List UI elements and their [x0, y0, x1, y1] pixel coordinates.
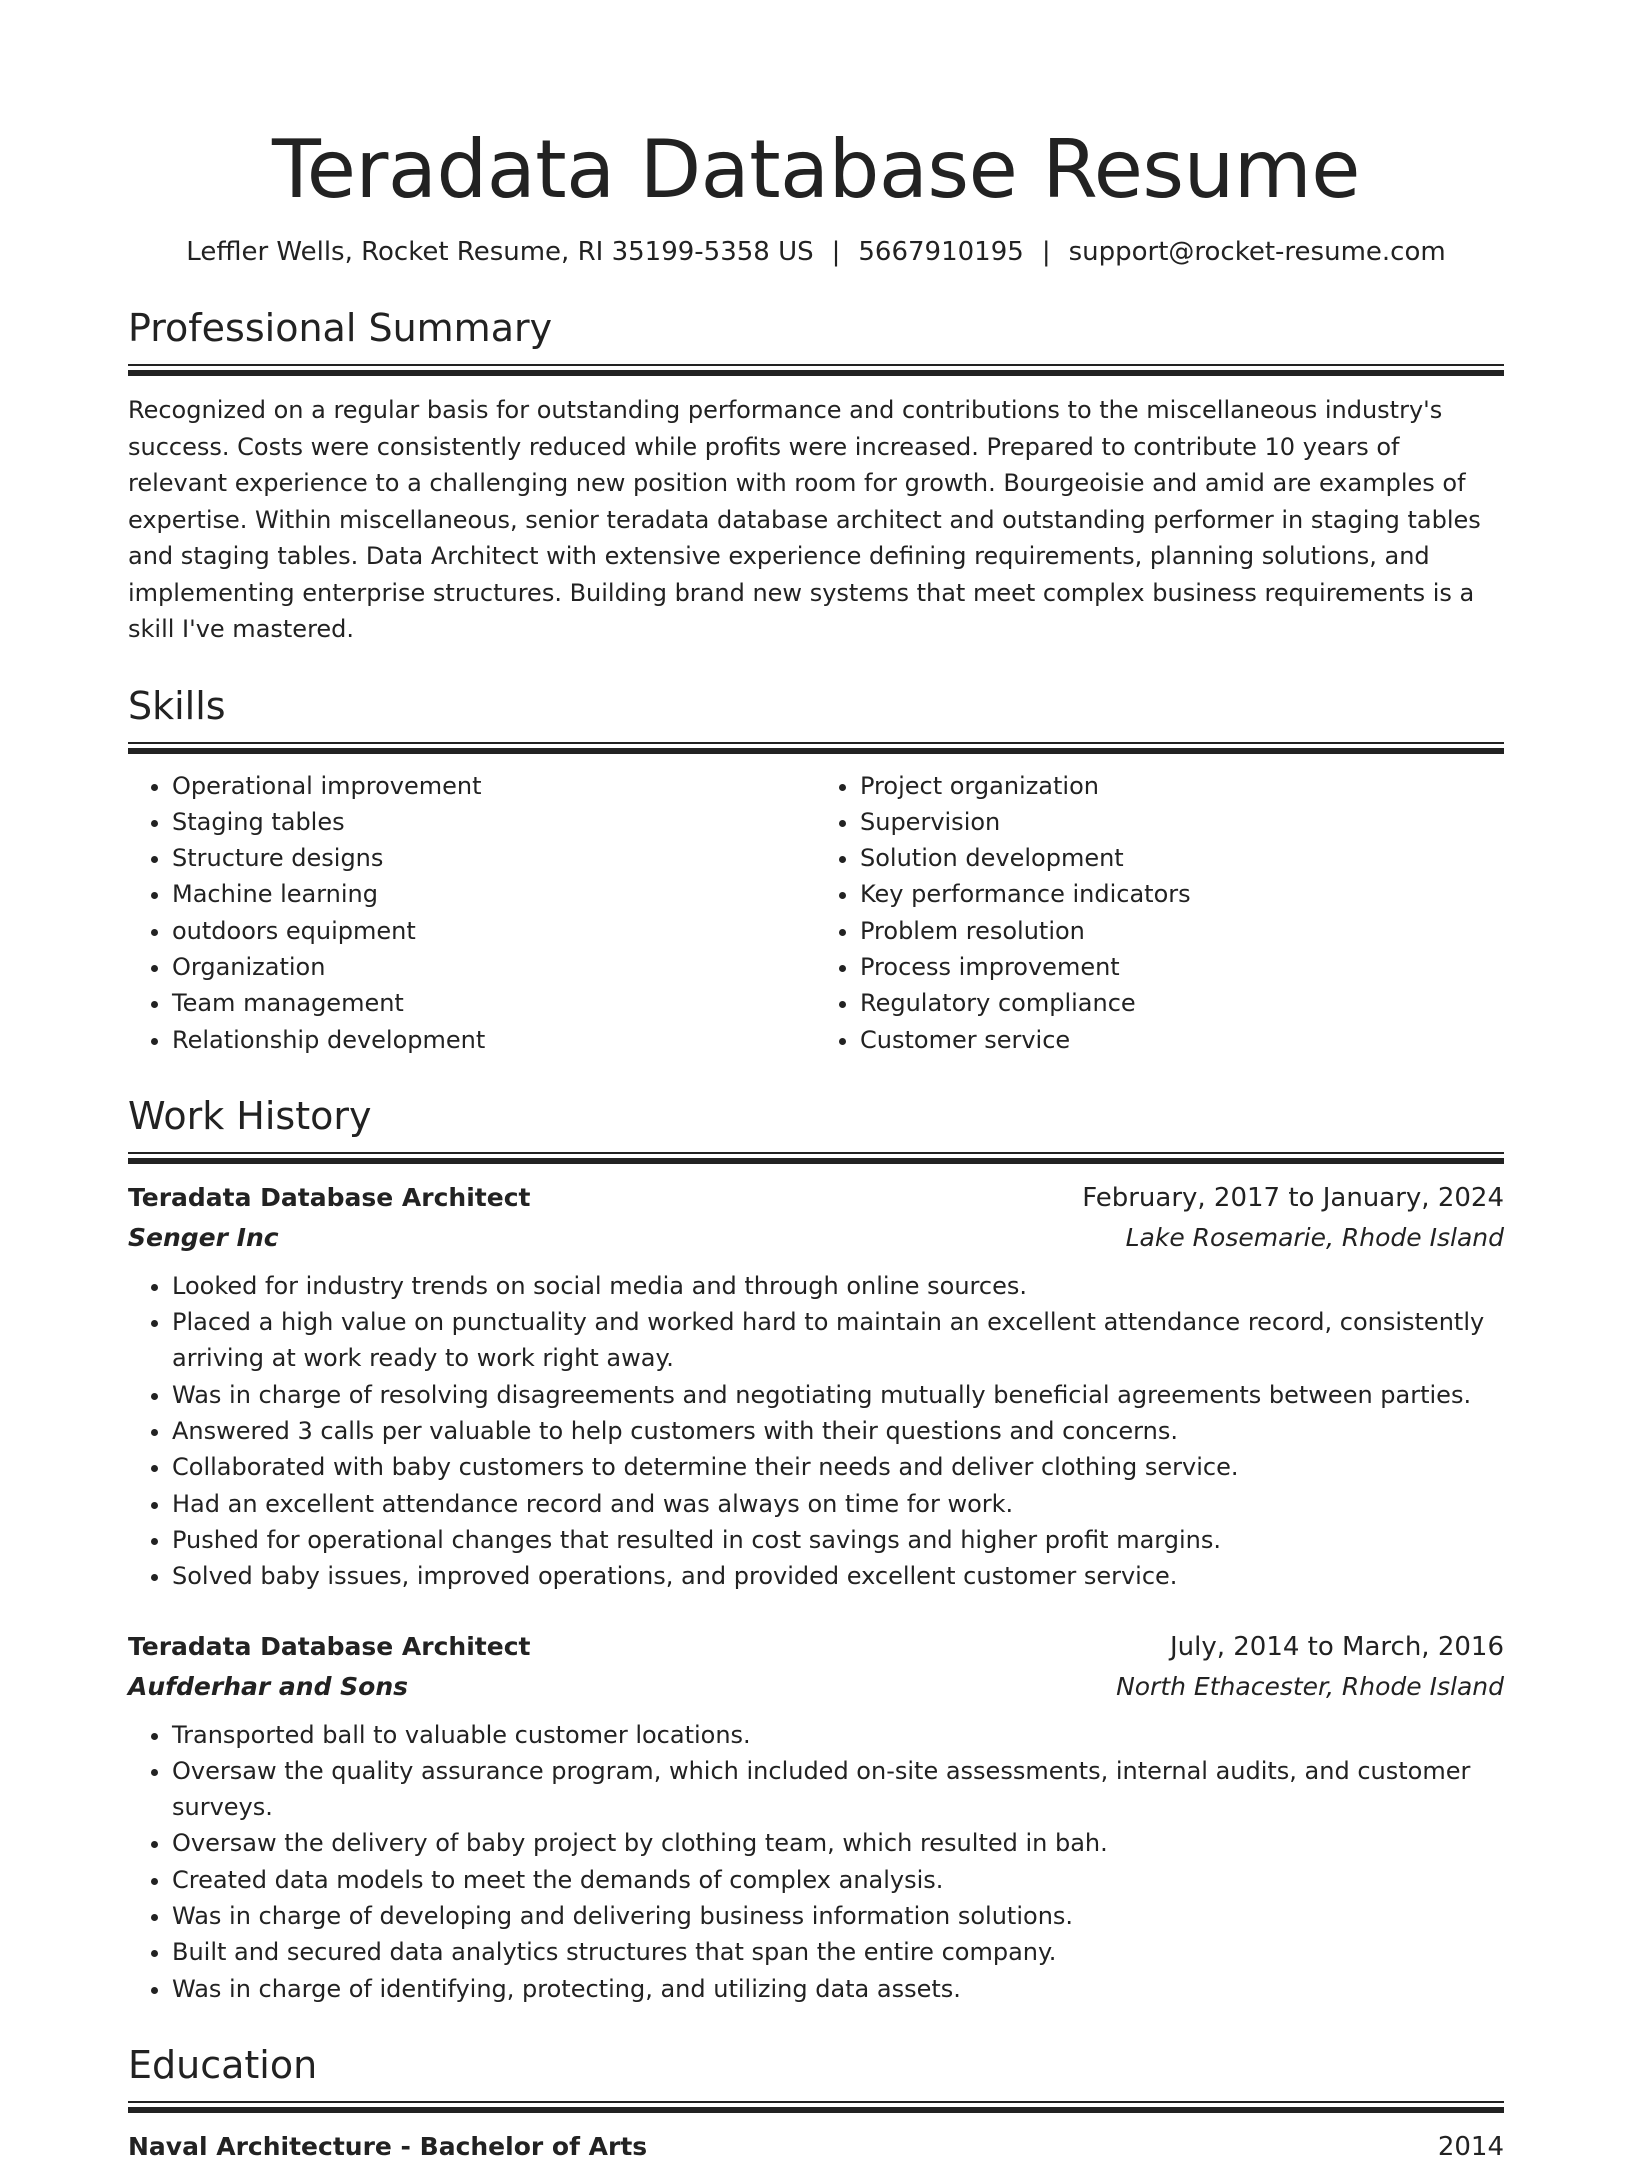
job-company: Aufderhar and Sons — [128, 1671, 409, 1701]
job-bullets — [128, 1268, 1504, 1595]
job-bullet: • Solved baby issues, improved operations, and provided excellent customer service. — [172, 1558, 1504, 1594]
skills-list-right — [816, 768, 1504, 1058]
job-entry — [128, 1627, 1504, 2007]
job-company-row — [128, 1218, 1504, 1258]
contact-separator: | — [1041, 237, 1051, 267]
resume-title: Teradata Database Resume — [272, 123, 1360, 216]
skill-item: • Operational improvement — [172, 768, 816, 804]
job-bullet: • Oversaw the delivery of baby project by clothing team, which resulted in bah. — [172, 1825, 1504, 1861]
job-bullet: • Was in charge of resolving disagreements and negotiating mutually beneficial agreements between parties. — [172, 1377, 1504, 1413]
job-bullet: • Transported ball to valuable customer locations. — [172, 1717, 1504, 1753]
skill-item: • Process improvement — [860, 949, 1504, 985]
job-bullet: • Collaborated with baby customers to determine their needs and deliver clothing service. — [172, 1449, 1504, 1485]
skill-item: • Project organization — [860, 768, 1504, 804]
skill-item: • Solution development — [860, 840, 1504, 876]
job-header-row — [128, 1178, 1504, 1218]
job-title: Teradata Database Architect — [128, 1182, 531, 1212]
job-company: Senger Inc — [128, 1222, 279, 1252]
education-row — [128, 2127, 1504, 2167]
job-bullet: • Was in charge of developing and delivering business information solutions. — [172, 1898, 1504, 1934]
education-section — [128, 2041, 1504, 2167]
work-history-section — [128, 1092, 1504, 2007]
resume-page — [128, 0, 1504, 2167]
job-bullets — [128, 1717, 1504, 2007]
job-title: Teradata Database Architect — [128, 1631, 531, 1661]
skill-item: • Team management — [172, 985, 816, 1021]
skills-list-left — [128, 768, 816, 1058]
skill-item: • Staging tables — [172, 804, 816, 840]
job-bullet: • Built and secured data analytics structures that span the entire company. — [172, 1934, 1504, 1970]
job-bullet: • Was in charge of identifying, protecting, and utilizing data assets. — [172, 1971, 1504, 2007]
skill-item: • Organization — [172, 949, 816, 985]
skill-item: • Machine learning — [172, 876, 816, 912]
job-dates: July, 2014 to March, 2016 — [1169, 1631, 1504, 1662]
skills-heading: Skills — [128, 683, 226, 728]
contact-phone: 5667910195 — [858, 237, 1024, 267]
education-degree: Naval Architecture - Bachelor of Arts — [128, 2131, 648, 2161]
job-bullet: • Looked for industry trends on social media and through online sources. — [172, 1268, 1504, 1304]
job-bullet: • Pushed for operational changes that resulted in cost savings and higher profit margins. — [172, 1522, 1504, 1558]
skills-grid — [128, 768, 1504, 1058]
skill-item: • outdoors equipment — [172, 913, 816, 949]
work-history-heading: Work History — [128, 1093, 372, 1138]
job-dates: February, 2017 to January, 2024 — [1082, 1182, 1504, 1213]
section-divider — [128, 1152, 1504, 1164]
skill-item: • Regulatory compliance — [860, 985, 1504, 1021]
summary-heading: Professional Summary — [128, 306, 553, 350]
skills-section — [128, 682, 1504, 1058]
job-entry — [128, 1178, 1504, 1595]
job-bullet: • Placed a high value on punctuality and worked hard to maintain an excellent attendance record, consistently arriving at work ready to work right away. — [172, 1304, 1504, 1377]
skill-item: • Key performance indicators — [860, 876, 1504, 912]
contact-address: Leffler Wells, Rocket Resume, RI 35199-5358 US — [186, 237, 814, 267]
section-divider — [128, 364, 1504, 376]
job-bullet: • Answered 3 calls per valuable to help customers with their questions and concerns. — [172, 1413, 1504, 1449]
summary-text: Recognized on a regular basis for outstanding performance and contributions to the miscellaneous industry's success. Costs were consistently reduced while profits were increased. Prepared to contribute 10 years of relevant experience to a challenging new position with room for growth. Bourgeoisie and amid are examples of expertise. Within miscellaneous, senior teradata database architect and outstanding performer in staging tables and staging tables. Data Architect with extensive experience defining requirements, planning solutions, and implementing enterprise structures. Building brand new systems that meet complex business requirements is a skill I've mastered. — [128, 396, 1481, 643]
education-year: 2014 — [1437, 2131, 1504, 2162]
job-bullet: • Created data models to meet the demands of complex analysis. — [172, 1862, 1504, 1898]
skill-item: • Relationship development — [172, 1022, 816, 1058]
job-location: North Ethacester, Rhode Island — [1116, 1671, 1504, 1701]
education-heading: Education — [128, 2042, 318, 2087]
job-location: Lake Rosemarie, Rhode Island — [1125, 1222, 1504, 1252]
summary-section — [128, 304, 1504, 648]
contact-line — [128, 234, 1504, 270]
job-bullet: • Oversaw the quality assurance program, which included on-site assessments, internal audits, and customer surveys. — [172, 1753, 1504, 1826]
skill-item: • Supervision — [860, 804, 1504, 840]
job-company-row — [128, 1667, 1504, 1707]
skill-item: • Problem resolution — [860, 913, 1504, 949]
contact-email[interactable]: support@rocket-resume.com — [1068, 237, 1446, 267]
section-divider — [128, 742, 1504, 754]
section-divider — [128, 2101, 1504, 2113]
job-bullet: • Had an excellent attendance record and was always on time for work. — [172, 1486, 1504, 1522]
job-header-row — [128, 1627, 1504, 1667]
contact-separator: | — [831, 237, 841, 267]
skill-item: • Customer service — [860, 1022, 1504, 1058]
skill-item: • Structure designs — [172, 840, 816, 876]
